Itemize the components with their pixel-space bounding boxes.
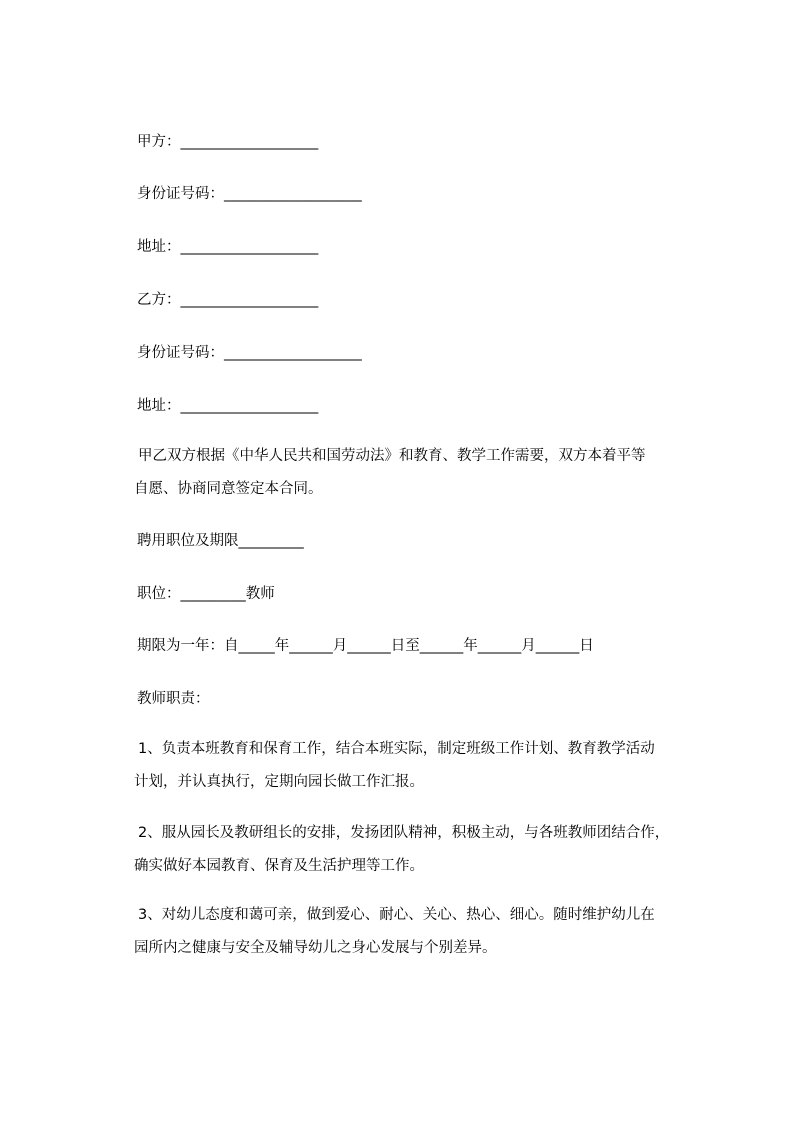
intro-paragraph — [134, 440, 734, 506]
duty-2-line-2: 确实做好本园教育、保育及生活护理等工作。 — [134, 858, 424, 874]
party-a-label: 甲方： — [137, 134, 181, 150]
position-line: 职位：_________教师 — [137, 586, 275, 602]
party-b-address-label: 地址： — [137, 398, 181, 414]
party-a-blank: ___________________ — [180, 134, 319, 150]
party-a-id-line — [137, 184, 362, 204]
party-b-id-label: 身份证号码： — [137, 345, 224, 361]
duty-3-line-2: 园所内之健康与安全及辅导幼儿之身心发展与个别差异。 — [134, 940, 497, 956]
party-b-address-line — [137, 396, 318, 416]
intro-line-2: 自愿、协商同意签定本合同。 — [134, 481, 323, 497]
party-a-address-line — [137, 237, 318, 257]
party-a-id-label: 身份证号码： — [137, 186, 224, 202]
duty-item-3 — [134, 899, 734, 965]
duty-1-line-2: 计划，并认真执行，定期向园长做工作汇报。 — [134, 774, 424, 790]
duty-3-line-1: 3、对幼儿态度和蔼可亲，做到爱心、耐心、关心、热心、细心。随时维护幼儿在 — [138, 907, 655, 923]
duty-1-line-1: 1、负责本班教育和保育工作，结合本班实际，制定班级工作计划、教育教学活动 — [138, 741, 655, 757]
position-term-heading: 聘用职位及期限_________ — [137, 533, 304, 549]
party-a-address-blank: ___________________ — [180, 239, 319, 255]
party-a-id-blank: ___________________ — [224, 186, 362, 202]
duty-item-2 — [134, 817, 734, 883]
party-b-line — [137, 290, 318, 310]
party-b-label: 乙方： — [137, 292, 181, 308]
duty-2-line-1: 2、服从园长及教研组长的安排，发扬团队精神，积极主动，与各班教师团结合作， — [138, 825, 670, 841]
party-a-address-label: 地址： — [137, 239, 181, 255]
party-a-line — [137, 132, 318, 152]
party-b-blank: ___________________ — [180, 292, 319, 308]
duties-title: 教师职责： — [137, 691, 210, 707]
party-b-id-line — [137, 343, 362, 363]
duty-item-1 — [134, 733, 734, 799]
term-line: 期限为一年：自_____年______月______日至______年______月______日 — [137, 638, 594, 654]
intro-line-1: 甲乙双方根据《中华人民共和国劳动法》和教育、教学工作需要，双方本着平等 — [138, 448, 646, 464]
party-b-address-blank: ___________________ — [180, 398, 319, 414]
party-b-id-blank: ___________________ — [224, 345, 362, 361]
